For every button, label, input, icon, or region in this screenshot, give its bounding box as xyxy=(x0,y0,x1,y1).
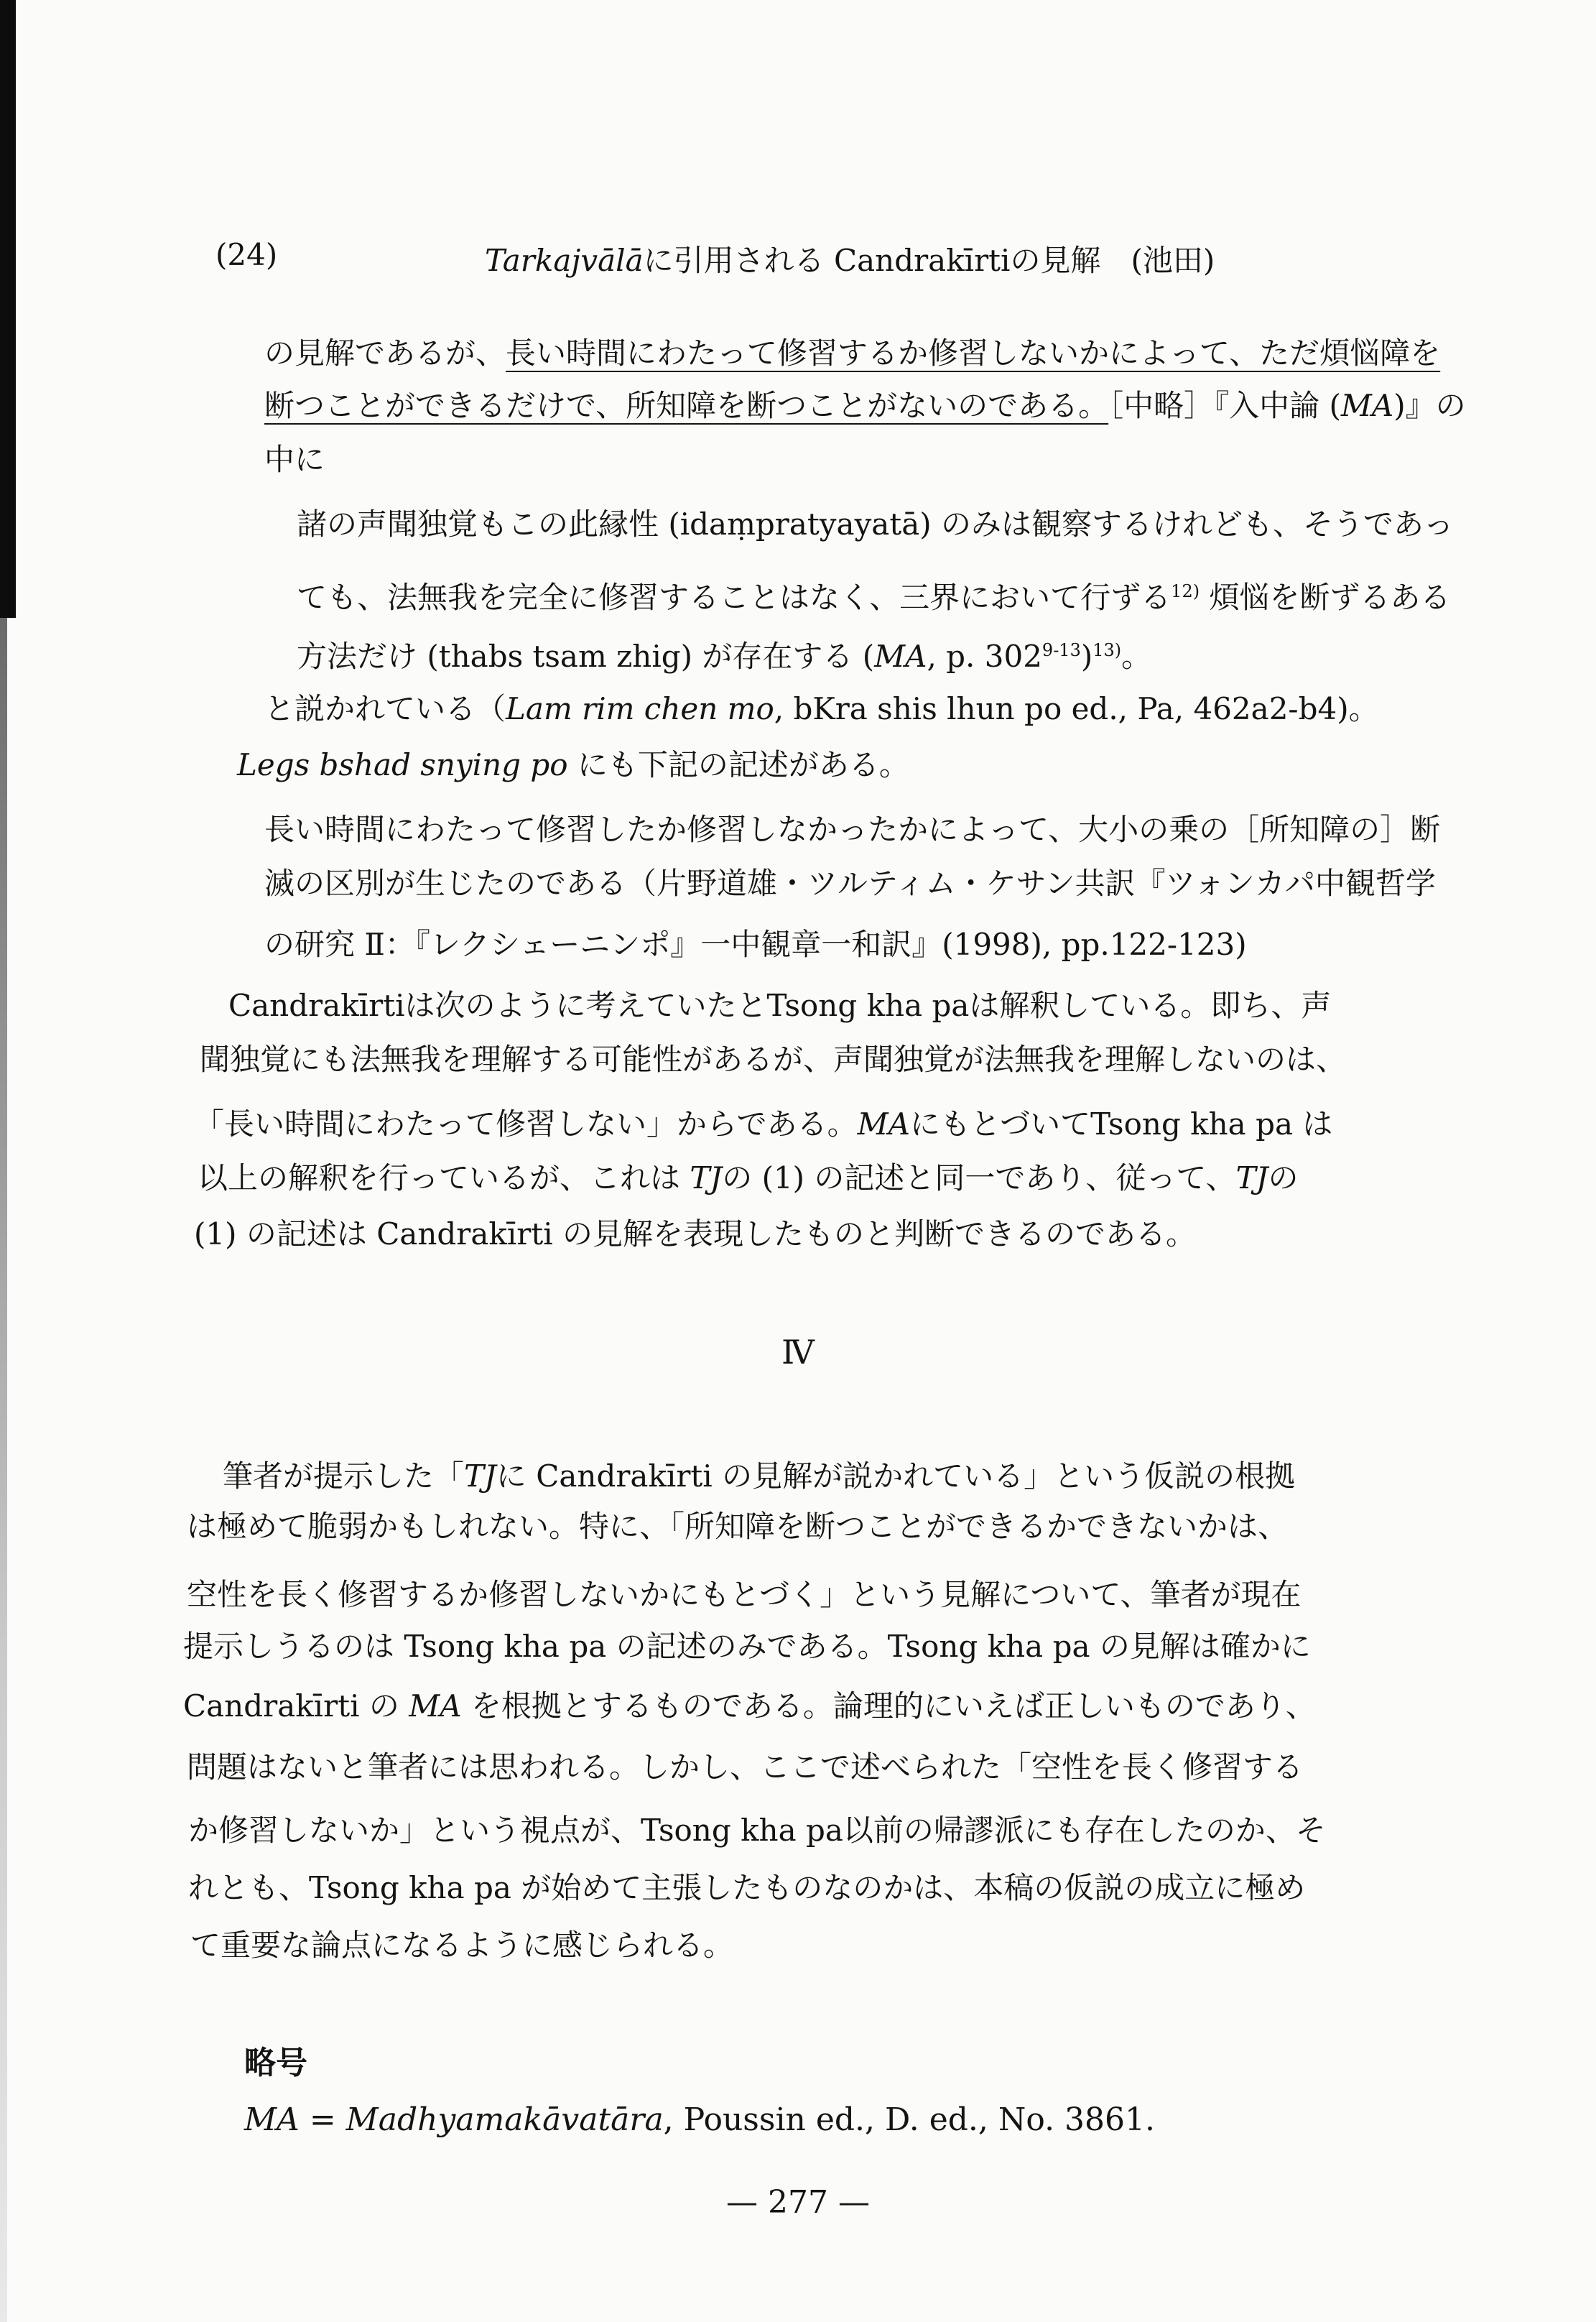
p2-text-a: と説かれている（ xyxy=(264,691,506,726)
p5-ma: MA xyxy=(409,1688,462,1724)
p5-line-9: て重要な論点になるように感じられる。 xyxy=(190,1928,734,1963)
quote1-text-c: 方法だけ (thabs tsam zhig) が存在する ( xyxy=(297,639,875,674)
p1-underlined-2: 断つことができるだけで、所知障を断つことがないのである。 xyxy=(264,388,1109,423)
p4-line-1: Candrakīrtiは次のように考えていたとTsong kha paは解釈している。即ち、声 xyxy=(228,988,1332,1023)
p4-text-c: にもとづいてTsong kha pa は xyxy=(909,1106,1333,1142)
p4-tj: TJ xyxy=(690,1160,723,1195)
abbr-rest: , Poussin ed., D. ed., No. 3861. xyxy=(663,2101,1156,2138)
p3-title: Legs bshad snying po xyxy=(237,747,568,782)
abbr-ma: MA xyxy=(244,2101,300,2138)
quote1-line-1: 諸の声聞独覚もこの此縁性 (idaṃpratyayatā) のみは観察するけれども、そうであっ xyxy=(297,507,1454,542)
p4-ma: MA xyxy=(857,1106,910,1142)
p4-text-f: の xyxy=(1268,1160,1299,1195)
p1-text: の見解であるが、 xyxy=(264,336,506,371)
quote2-line-3: の研究 Ⅱ：『レクシェーニンポ』一中観章一和訳』(1998), pp.122-123) xyxy=(264,927,1247,962)
p5-line-2: は極めて脆弱かもしれない。特に、「所知障を断つことができるかできないかは、 xyxy=(187,1509,1289,1544)
p4-line-4 xyxy=(198,1157,1298,1200)
quote1-text-d: , p. 302 xyxy=(927,639,1042,674)
p1-line-2 xyxy=(264,384,1466,427)
quote1-line-3 xyxy=(297,629,1151,678)
running-title xyxy=(485,237,1215,280)
abbreviations-heading: 略号 xyxy=(244,2045,307,2081)
p5-text-c: に Candrakīrti の見解が説かれている」という仮説の根拠 xyxy=(496,1458,1296,1494)
page-number: — 277 — xyxy=(726,2184,870,2221)
p5-line-7: か修習しないか」という視点が、Tsong kha pa以前の帰謬派にも存在したのか、そ xyxy=(188,1813,1326,1848)
quote1-line-2 xyxy=(297,570,1450,619)
p1-ma: MA xyxy=(1340,388,1394,423)
p4-text-d: 以上の解釈を行っているが、これは xyxy=(198,1160,690,1195)
line-ref: 9-13 xyxy=(1041,640,1081,660)
p2-text-c: , bKra shis lhun po ed., Pa, 462a2-b4)。 xyxy=(774,691,1379,726)
p5-text-a: 筆者が提示した「 xyxy=(223,1458,465,1494)
p5-text-e: を根拠とするものである。論理的にいえば正しいものであり、 xyxy=(461,1688,1316,1724)
p4-line-2: 聞独覚にも法無我を理解する可能性があるが、声聞独覚が法無我を理解しないのは、 xyxy=(200,1042,1347,1077)
p4-tj-2: TJ xyxy=(1235,1160,1268,1195)
quote1-text: ても、法無我を完全に修習することはなく、三界において行ずる xyxy=(297,580,1172,615)
p5-line-1 xyxy=(223,1455,1295,1498)
footnote-ref-12: 12) xyxy=(1171,581,1200,601)
quote2-line-2: 滅の区別が生じたのである（片野道雄・ツルティム・ケサン共訳『ツォンカパ中観哲学 xyxy=(264,866,1436,901)
p5-line-5 xyxy=(183,1685,1316,1728)
p2-line xyxy=(264,688,1379,731)
quote2-line-1: 長い時間にわたって修習したか修習しなかったかによって、大小の乗の［所知障の］断 xyxy=(264,812,1441,847)
scan-edge-shadow xyxy=(0,0,16,618)
p5-line-4: 提示しうるのは Tsong kha pa の記述のみである。Tsong kha pa の見解は確かに xyxy=(183,1629,1311,1664)
p1-line-1 xyxy=(264,332,1440,375)
p1-text-2: ［中略］『入中論 ( xyxy=(1108,388,1341,423)
running-title-italic: Tarkajvālā xyxy=(485,243,644,278)
p1-line-3: 中に xyxy=(264,442,325,477)
quote1-text-f: 。 xyxy=(1121,639,1152,674)
abbreviation-entry xyxy=(244,2101,1155,2138)
quote1-text-b: 煩悩を断ずるある xyxy=(1200,580,1451,615)
p1-underlined: 長い時間にわたって修習するか修習しないかによって、ただ煩悩障を xyxy=(506,336,1441,371)
p4-line-5: (1) の記述は Candrakīrti の見解を表現したものと判断できるのである。 xyxy=(194,1216,1197,1252)
p5-line-6: 問題はないと筆者には思われる。しかし、ここで述べられた「空性を長く修習する xyxy=(187,1749,1304,1785)
p4-line-3 xyxy=(194,1103,1332,1146)
quote1-text-e: ) xyxy=(1080,639,1093,674)
p3-line xyxy=(237,744,909,787)
p4-text-e: の (1) の記述と同一であり、従って、 xyxy=(722,1160,1236,1195)
scan-edge-shadow-lower xyxy=(0,618,7,2322)
p5-line-3: 空性を長く修習するか修習しないかにもとづく」という見解について、筆者が現在 xyxy=(187,1577,1302,1612)
section-heading: Ⅳ xyxy=(781,1333,815,1372)
abbr-eq: = xyxy=(299,2101,346,2138)
abbr-title: Madhyamakāvatāra xyxy=(345,2101,664,2138)
quote1-ma: MA xyxy=(874,639,927,674)
p5-line-8: れとも、Tsong kha pa が始めて主張したものなのかは、本稿の仮説の成立に極め xyxy=(188,1870,1306,1905)
p3-text: にも下記の記述がある。 xyxy=(567,747,909,782)
footnote-ref-13: 13) xyxy=(1092,640,1122,660)
p2-title: Lam rim chen mo xyxy=(506,691,774,726)
p5-text-d: Candrakīrti の xyxy=(183,1688,409,1724)
page-label: (24) xyxy=(215,237,278,272)
p4-text-a: 「長い時間にわたって修習しない」からである。 xyxy=(194,1106,858,1142)
p5-tj: TJ xyxy=(464,1458,496,1494)
running-title-rest: に引用される Candrakīrtiの見解 (池田) xyxy=(643,243,1215,278)
p1-text-3: )』の xyxy=(1393,388,1466,423)
